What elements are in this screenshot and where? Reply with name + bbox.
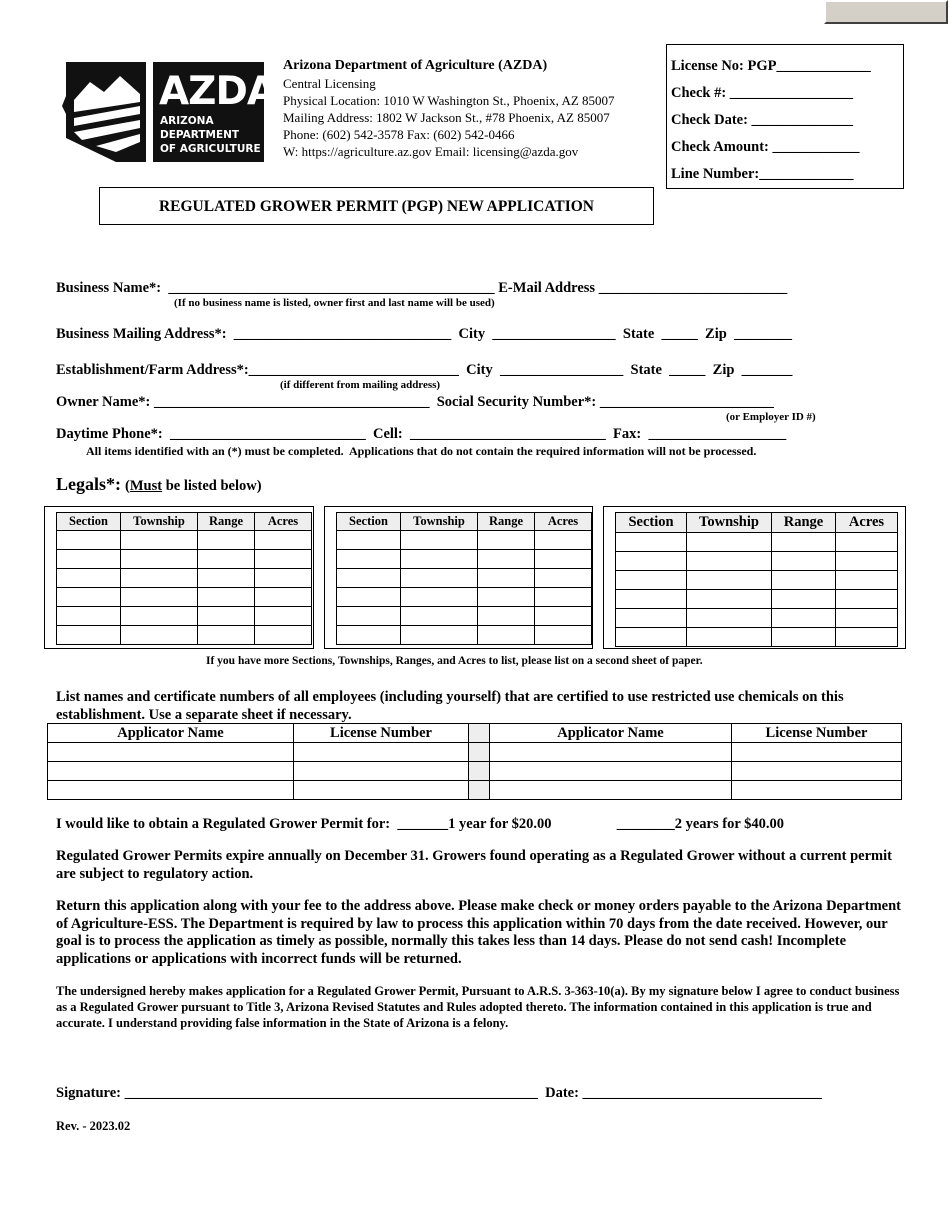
legals-cell[interactable] — [535, 588, 592, 607]
legals-row — [57, 531, 312, 550]
applicator-row — [48, 762, 902, 781]
legals-row — [57, 626, 312, 645]
legals-cell[interactable] — [57, 626, 121, 645]
azda-logo-graphic — [60, 60, 265, 164]
legals-table-3 — [615, 512, 898, 647]
legals-cell[interactable] — [772, 552, 836, 571]
legals-cell[interactable] — [337, 607, 401, 626]
legals-sub-open: ( — [125, 478, 130, 494]
applicator-cell[interactable] — [48, 781, 294, 800]
legals-cell[interactable] — [687, 571, 772, 590]
legals-cell[interactable] — [121, 626, 198, 645]
legals-heading — [56, 474, 262, 495]
legals-sub-must: Must — [129, 478, 163, 494]
legals-cell[interactable] — [535, 550, 592, 569]
business-name-note: (If no business name is listed, owner first and last name will be used) — [174, 297, 495, 309]
legals-cell[interactable] — [616, 590, 687, 609]
legals-cell[interactable] — [616, 533, 687, 552]
legals-cell[interactable] — [535, 569, 592, 588]
legals-cell[interactable] — [57, 531, 121, 550]
legals-col-acres: Acres — [836, 513, 898, 533]
check-number-field[interactable]: Check #: _________________ — [671, 85, 854, 101]
applicator-row — [48, 743, 902, 762]
spacer-cell — [469, 781, 490, 800]
legals-cell[interactable] — [255, 626, 312, 645]
legals-cell[interactable] — [836, 609, 898, 628]
legals-cell[interactable] — [772, 590, 836, 609]
legals-cell[interactable] — [337, 531, 401, 550]
legals-col-section: Section — [616, 513, 687, 533]
legals-col-acres: Acres — [535, 513, 592, 531]
agency-mailing-address: Mailing Address: 1802 W Jackson St., #78 Phoenix, AZ 85007 — [283, 110, 610, 125]
top-button[interactable] — [824, 0, 948, 24]
legals-cell[interactable] — [255, 588, 312, 607]
check-date-field[interactable]: Check Date: ______________ — [671, 112, 854, 128]
legals-row — [337, 550, 592, 569]
legals-cell[interactable] — [836, 590, 898, 609]
legals-col-section: Section — [337, 513, 401, 531]
legals-cell[interactable] — [57, 569, 121, 588]
legals-cell[interactable] — [687, 628, 772, 647]
legals-cell[interactable] — [57, 550, 121, 569]
legals-cell[interactable] — [255, 569, 312, 588]
legals-cell[interactable] — [478, 626, 535, 645]
legals-cell[interactable] — [836, 552, 898, 571]
applicator-cell[interactable] — [732, 743, 902, 762]
col-license-number-1: License Number — [294, 724, 469, 743]
establishment-address-field[interactable]: Establishment/Farm Address*:_____________________________ City _________________ State _____ Zip _______ — [56, 362, 793, 378]
legals-cell[interactable] — [478, 531, 535, 550]
agency-info — [283, 56, 615, 160]
agency-physical-address: Physical Location: 1010 W Washington St., Phoenix, AZ 85007 — [283, 93, 615, 108]
applicator-cell[interactable] — [48, 762, 294, 781]
legals-cell[interactable] — [198, 588, 255, 607]
svg-text:ARIZONA: ARIZONA — [160, 115, 214, 127]
mailing-address-field[interactable]: Business Mailing Address*: ______________________________ City _________________ State _____ Zip ________ — [56, 326, 793, 342]
legals-cell[interactable] — [121, 569, 198, 588]
applicator-cell[interactable] — [732, 762, 902, 781]
legals-cell[interactable] — [337, 588, 401, 607]
legals-cell[interactable] — [687, 552, 772, 571]
legals-cell[interactable] — [772, 533, 836, 552]
legals-cell[interactable] — [478, 607, 535, 626]
applicator-cell[interactable] — [294, 762, 469, 781]
applicators-table — [47, 723, 902, 800]
svg-text:AZDA: AZDA — [159, 69, 265, 114]
legals-cell[interactable] — [687, 533, 772, 552]
agency-name: Arizona Department of Agriculture (AZDA) — [283, 58, 548, 73]
legals-col-acres: Acres — [255, 513, 312, 531]
legals-cell[interactable] — [687, 590, 772, 609]
legals-cell[interactable] — [616, 628, 687, 647]
legals-cell[interactable] — [401, 626, 478, 645]
legals-cell[interactable] — [772, 628, 836, 647]
legals-cell[interactable] — [198, 531, 255, 550]
legals-col-township: Township — [401, 513, 478, 531]
legals-row — [616, 590, 898, 609]
legals-cell[interactable] — [255, 607, 312, 626]
legals-cell[interactable] — [198, 607, 255, 626]
azda-logo — [60, 60, 265, 164]
applicator-cell[interactable] — [490, 762, 732, 781]
agency-phone: Phone: (602) 542-3578 Fax: (602) 542-0466 — [283, 127, 515, 142]
legals-cell[interactable] — [198, 550, 255, 569]
owner-ssn-field[interactable]: Owner Name*: ______________________________________ Social Security Number*: ________________________ — [56, 394, 774, 410]
legals-cell[interactable] — [836, 533, 898, 552]
legals-cell[interactable] — [616, 609, 687, 628]
legals-col-section: Section — [57, 513, 121, 531]
business-name-field[interactable]: Business Name*: _____________________________________________ E-Mail Address __________________________ — [56, 280, 788, 296]
legals-row — [337, 626, 592, 645]
legals-cell[interactable] — [478, 588, 535, 607]
legals-cell[interactable] — [401, 588, 478, 607]
legals-cell[interactable] — [337, 550, 401, 569]
legals-cell[interactable] — [401, 569, 478, 588]
legals-cell[interactable] — [535, 607, 592, 626]
legals-cell[interactable] — [121, 531, 198, 550]
form-title: REGULATED GROWER PERMIT (PGP) NEW APPLICATION — [99, 187, 654, 225]
ssn-note: (or Employer ID #) — [726, 411, 816, 423]
spacer-cell — [469, 743, 490, 762]
legals-table-1 — [56, 512, 312, 645]
svg-text:DEPARTMENT: DEPARTMENT — [160, 129, 240, 141]
applicator-cell[interactable] — [294, 781, 469, 800]
legals-row — [57, 607, 312, 626]
legals-cell[interactable] — [535, 531, 592, 550]
legals-cell[interactable] — [836, 628, 898, 647]
legals-row — [616, 609, 898, 628]
col-license-number-2: License Number — [732, 724, 902, 743]
establishment-note: (if different from mailing address) — [280, 379, 441, 391]
signature-date-field[interactable]: Signature: _________________________________________________________ Date: _________________________________ — [56, 1085, 822, 1101]
legals-cell[interactable] — [478, 550, 535, 569]
legals-col-range: Range — [478, 513, 535, 531]
legals-col-township: Township — [687, 513, 772, 533]
revision-label: Rev. - 2023.02 — [56, 1119, 131, 1133]
legals-row — [57, 588, 312, 607]
declaration-paragraph: The undersigned hereby makes application for a Regulated Grower Permit, Pursuant to A.R.S. 3-363-10(a). By my signature below I agree to conduct business as a Regulated Grower pursuant to Title 3, Arizona Revised Statutes and Rules adopted thereto. The information contained in this application is true and accurate. I understand providing false information in the State of Arizona is a felony. — [56, 984, 900, 1030]
legals-col-township: Township — [121, 513, 198, 531]
spacer-cell — [469, 762, 490, 781]
legals-sub-rest: be listed below) — [162, 478, 262, 494]
legals-cell[interactable] — [401, 531, 478, 550]
applicator-cell[interactable] — [48, 743, 294, 762]
applicator-row — [48, 781, 902, 800]
legals-cell[interactable] — [57, 588, 121, 607]
applicator-cell[interactable] — [732, 781, 902, 800]
legals-cell[interactable] — [401, 550, 478, 569]
check-amount-field[interactable]: Check Amount: ____________ — [671, 139, 860, 155]
legals-cell[interactable] — [616, 552, 687, 571]
legals-cell[interactable] — [772, 609, 836, 628]
svg-text:OF AGRICULTURE: OF AGRICULTURE — [160, 143, 261, 155]
legals-cell[interactable] — [255, 550, 312, 569]
legals-cell[interactable] — [255, 531, 312, 550]
legals-title: Legals*: — [56, 474, 121, 494]
legals-cell[interactable] — [687, 609, 772, 628]
legals-cell[interactable] — [401, 607, 478, 626]
legals-cell[interactable] — [198, 626, 255, 645]
applicator-cell[interactable] — [294, 743, 469, 762]
legals-note: If you have more Sections, Townships, Ranges, and Acres to list, please list on a second sheet of paper. — [206, 655, 703, 667]
col-applicator-name-1: Applicator Name — [48, 724, 294, 743]
agency-unit: Central Licensing — [283, 76, 376, 91]
legals-cell[interactable] — [337, 569, 401, 588]
legals-row — [337, 588, 592, 607]
applicators-intro: List names and certificate numbers of all employees (including yourself) that are certified to use restricted use chemicals on this establishment. Use a separate sheet if necessary. — [56, 689, 844, 723]
legals-cell[interactable] — [121, 588, 198, 607]
legals-row — [616, 533, 898, 552]
legals-col-range: Range — [198, 513, 255, 531]
expiration-paragraph: Regulated Grower Permits expire annually on December 31. Growers found operating as a Regulated Grower without a current permit are subject to regulatory action. — [56, 848, 892, 882]
legals-row — [616, 552, 898, 571]
applicator-cell[interactable] — [490, 743, 732, 762]
legals-cell[interactable] — [478, 569, 535, 588]
legals-row — [57, 550, 312, 569]
col-spacer — [469, 724, 490, 743]
legals-cell[interactable] — [616, 571, 687, 590]
legals-cell[interactable] — [772, 571, 836, 590]
legals-cell[interactable] — [836, 571, 898, 590]
legals-row — [337, 569, 592, 588]
legals-cell[interactable] — [121, 550, 198, 569]
permit-term-field[interactable]: I would like to obtain a Regulated Grower Permit for: _______1 year for $20.00 ________2 years for $40.00 — [56, 816, 785, 832]
legals-row — [337, 531, 592, 550]
phone-fields[interactable]: Daytime Phone*: ___________________________ Cell: ___________________________ Fax: ___________________ — [56, 426, 787, 442]
legals-row — [616, 571, 898, 590]
agency-web: W: https://agriculture.az.gov Email: licensing@azda.gov — [283, 144, 579, 159]
legals-cell[interactable] — [337, 626, 401, 645]
license-no-field[interactable]: License No: PGP_____________ — [671, 58, 871, 74]
legals-cell[interactable] — [121, 607, 198, 626]
office-use-box — [666, 44, 904, 189]
return-paragraph: Return this application along with your fee to the address above. Please make check or money orders payable to the Arizona Department of Agriculture-ESS. The Department is required by law to process this application within 70 days from the date received. However, our goal is to process the application as timely as possible, normally this takes less than 14 days. Please do not send cash! Incomplete applications or applications with incorrect funds will be returned. — [56, 898, 901, 967]
required-note: All items identified with an (*) must be completed. Applications that do not contain the required information will not be processed. — [86, 444, 757, 458]
legals-cell[interactable] — [198, 569, 255, 588]
legals-cell[interactable] — [535, 626, 592, 645]
line-number-field[interactable]: Line Number:_____________ — [671, 166, 854, 182]
legals-table-2 — [336, 512, 592, 645]
legals-row — [616, 628, 898, 647]
legals-col-range: Range — [772, 513, 836, 533]
legals-row — [57, 569, 312, 588]
col-applicator-name-2: Applicator Name — [490, 724, 732, 743]
applicator-cell[interactable] — [490, 781, 732, 800]
legals-cell[interactable] — [57, 607, 121, 626]
legals-row — [337, 607, 592, 626]
